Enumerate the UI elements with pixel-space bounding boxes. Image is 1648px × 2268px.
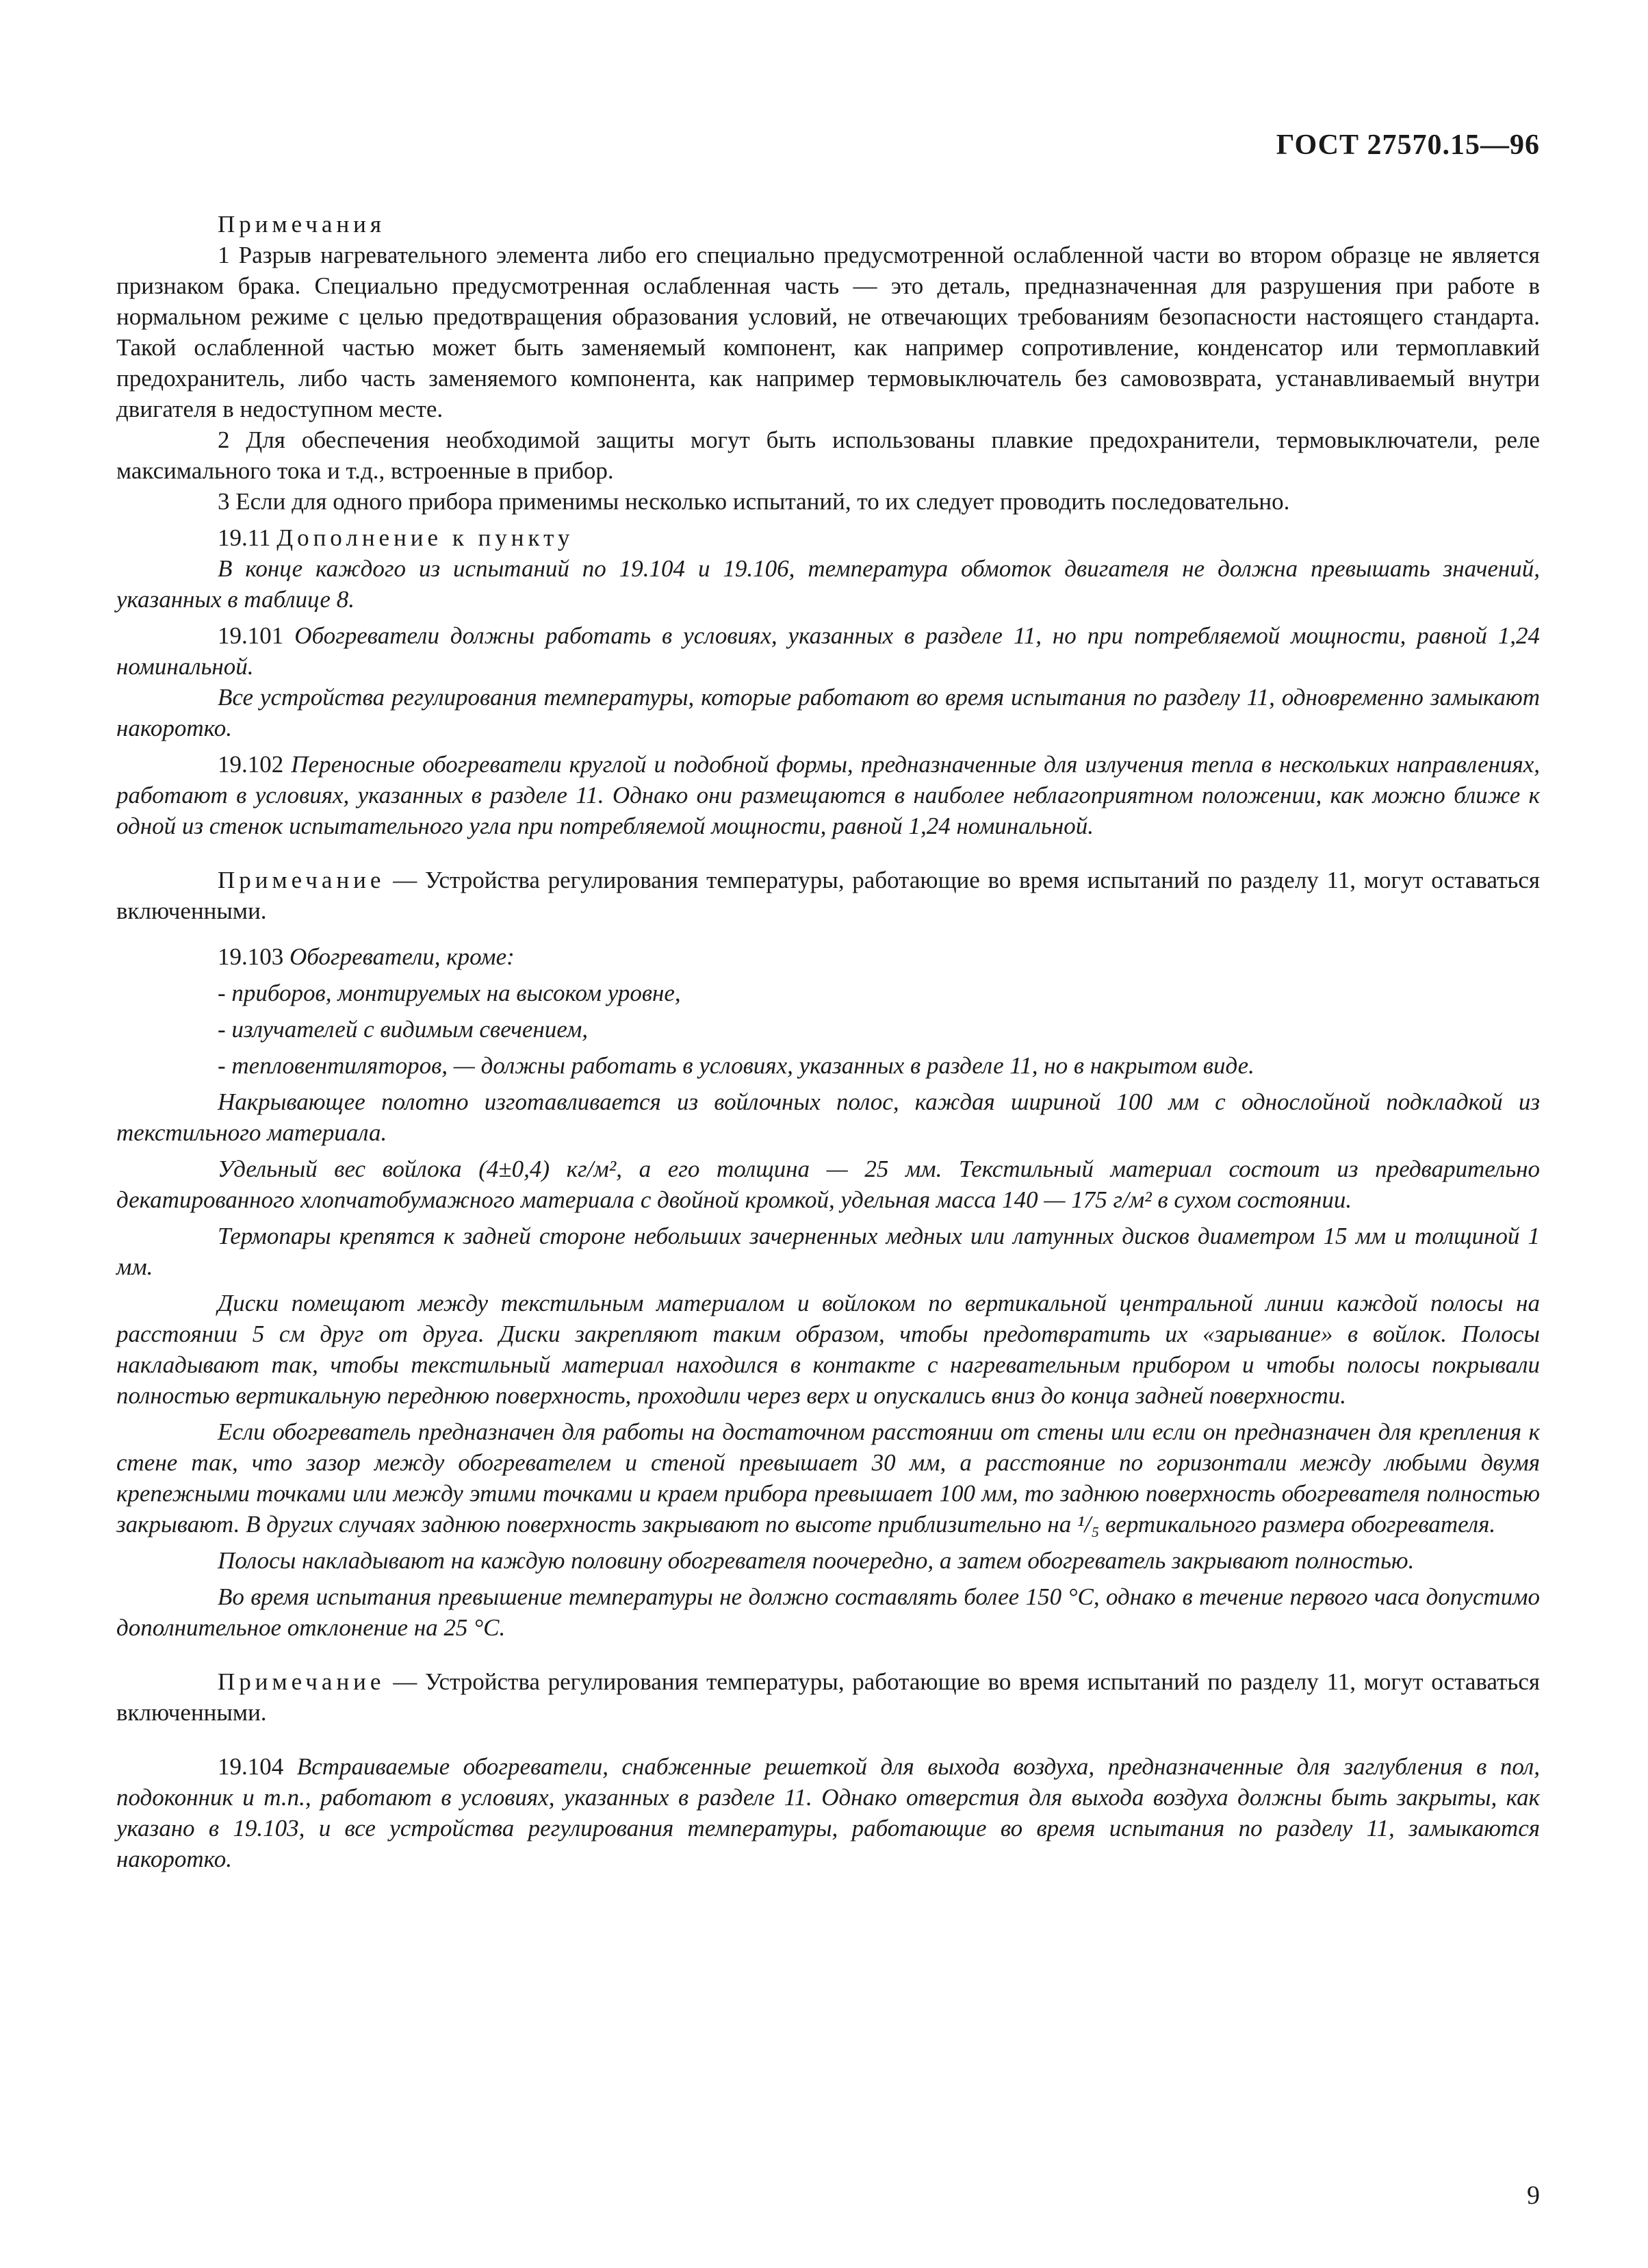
note-item: 2 Для обеспечения необходимой защиты могут быть использованы плавкие предохранители, термовыключатели, реле максимального тока и т.д., встроенные в прибор. xyxy=(116,426,1540,484)
section-number: 19.101 xyxy=(218,622,284,649)
list-item: - приборов, монтируемых на высоком уровне, xyxy=(218,980,681,1006)
paragraph: Полосы накладывают на каждую половину обогревателя поочередно, а затем обогреватель закрывают полностью. xyxy=(218,1547,1415,1574)
section-text: Встраиваемые обогреватели, снабженные решеткой для выхода воздуха, предназначенные для заглубления в пол, подоконник и т.п., работают в условиях, указанных в разделе 11. Однако отверстия для выхода воздуха должны быть закрыты, как указано в 19.103, и все устройства регулирования температуры, работающие во время испытания по разделу 11, замыкаются накоротко. xyxy=(116,1753,1541,1872)
standard-header: ГОСТ 27570.15—96 xyxy=(1276,129,1540,161)
paragraph: Во время испытания превышение температуры не должно составлять более 150 °С, однако в течение первого часа допустимо дополнительное отклонение на 25 °С. xyxy=(116,1583,1540,1641)
notes-title: Примечания xyxy=(218,211,386,238)
note-item: 1 Разрыв нагревательного элемента либо его специально предусмотренной ослабленной части во втором образце не является признаком брака. Специально предусмотренная ослабленная часть — это деталь, предназначенная для разрушения при работе в нормальном режиме с целью предотвращения образования условий, не отвечающих требованиям безопасности настоящего стандарта. Такой ослабленной частью может быть заменяемый компонент, как например сопротивление, конденсатор или термоплавкий предохранитель, либо часть заменяемого компонента, как например термовыключатель без самовозврата, устанавливаемый внутри двигателя в недоступном месте. xyxy=(116,242,1540,422)
section-19-103-intro xyxy=(116,941,1540,972)
list-item: - излучателей с видимым свечением, xyxy=(218,1016,589,1043)
section-19-101-text2: Все устройства регулирования температуры, которые работают во время испытания по разделу 11, одновременно замыкают накоротко. xyxy=(116,684,1540,741)
page-content xyxy=(116,209,1540,1874)
paragraph: Термопары крепятся к задней стороне небольших зачерненных медных или латунных дисков диаметром 15 мм и толщиной 1 мм. xyxy=(116,1223,1540,1280)
section-19-11-heading xyxy=(116,522,1540,553)
paragraph: Удельный вес войлока (4±0,4) кг/м², а его толщина — 25 мм. Текстильный материал состоит из предварительно декатированного хлопчатобумажного материала с двойной кромкой, удельная масса 140 — 175 г/м² в сухом состоянии. xyxy=(116,1156,1540,1213)
note-1 xyxy=(116,865,1540,926)
note-text: — Устройства регулирования температуры, работающие во время испытаний по разделу 11, могут оставаться включенными. xyxy=(116,867,1540,924)
page-number: 9 xyxy=(1527,2181,1540,2210)
document-page xyxy=(116,0,1540,2268)
note-label: Примечание xyxy=(218,1668,385,1695)
section-text: Обогреватели, кроме: xyxy=(289,943,515,970)
section-19-104 xyxy=(116,1751,1540,1874)
note-label: Примечание xyxy=(218,867,385,893)
section-19-102 xyxy=(116,749,1540,841)
paragraph: Если обогреватель предназначен для работы на достаточном расстоянии от стены или если он предназначен для крепления к стене так, что зазор между обогревателем и стеной превышает 30 мм, а расстояние по горизонтали между любыми двумя крепежными точками или между этими точками и краем прибора превышает 100 мм, то заднюю поверхность обогревателя полностью закрывают. В других случаях заднюю поверхность закрывают по высоте приблизительно на ¹/₅ вертикального размера обогревателя. xyxy=(116,1418,1540,1538)
section-number: 19.11 xyxy=(218,524,271,551)
section-19-11-text: В конце каждого из испытаний по 19.104 и 19.106, температура обмоток двигателя не должна превышать значений, указанных в таблице 8. xyxy=(116,555,1540,613)
note-text: — Устройства регулирования температуры, работающие во время испытаний по разделу 11, могут оставаться включенными. xyxy=(116,1668,1540,1726)
paragraph: Диски помещают между текстильным материалом и войлоком по вертикальной центральной линии каждой полосы на расстоянии 5 см друг от друга. Диски закрепляют таким образом, чтобы предотвратить их «зарывание» в войлок. Полосы накладывают так, чтобы текстильный материал находился в контакте с нагревательным прибором и чтобы полосы покрывали полностью вертикальную переднюю поверхность, проходили через верх и опускались вниз до конца задней поверхности. xyxy=(116,1290,1540,1409)
section-number: 19.104 xyxy=(218,1753,284,1780)
section-number: 19.102 xyxy=(218,751,284,778)
note-2 xyxy=(116,1666,1540,1728)
note-item: 3 Если для одного прибора применимы несколько испытаний, то их следует проводить последовательно. xyxy=(218,488,1290,515)
section-19-101 xyxy=(116,620,1540,682)
section-title: Дополнение к пункту xyxy=(276,524,574,551)
paragraph: Накрывающее полотно изготавливается из войлочных полос, каждая шириной 100 мм с однослойной подкладкой из текстильного материала. xyxy=(116,1088,1540,1146)
section-text: Переносные обогреватели круглой и подобной формы, предназначенные для излучения тепла в нескольких направлениях, работают в условиях, указанных в разделе 11. Однако они размещаются в наиболее неблагоприятном положении, как можно ближе к одной из стенок испытательного угла при потребляемой мощности, равной 1,24 номинальной. xyxy=(116,751,1540,839)
list-item: - тепловентиляторов, — должны работать в условиях, указанных в разделе 11, но в накрытом виде. xyxy=(218,1052,1254,1079)
section-number: 19.103 xyxy=(218,943,284,970)
section-text: Обогреватели должны работать в условиях, указанных в разделе 11, но при потребляемой мощности, равной 1,24 номинальной. xyxy=(116,622,1541,680)
